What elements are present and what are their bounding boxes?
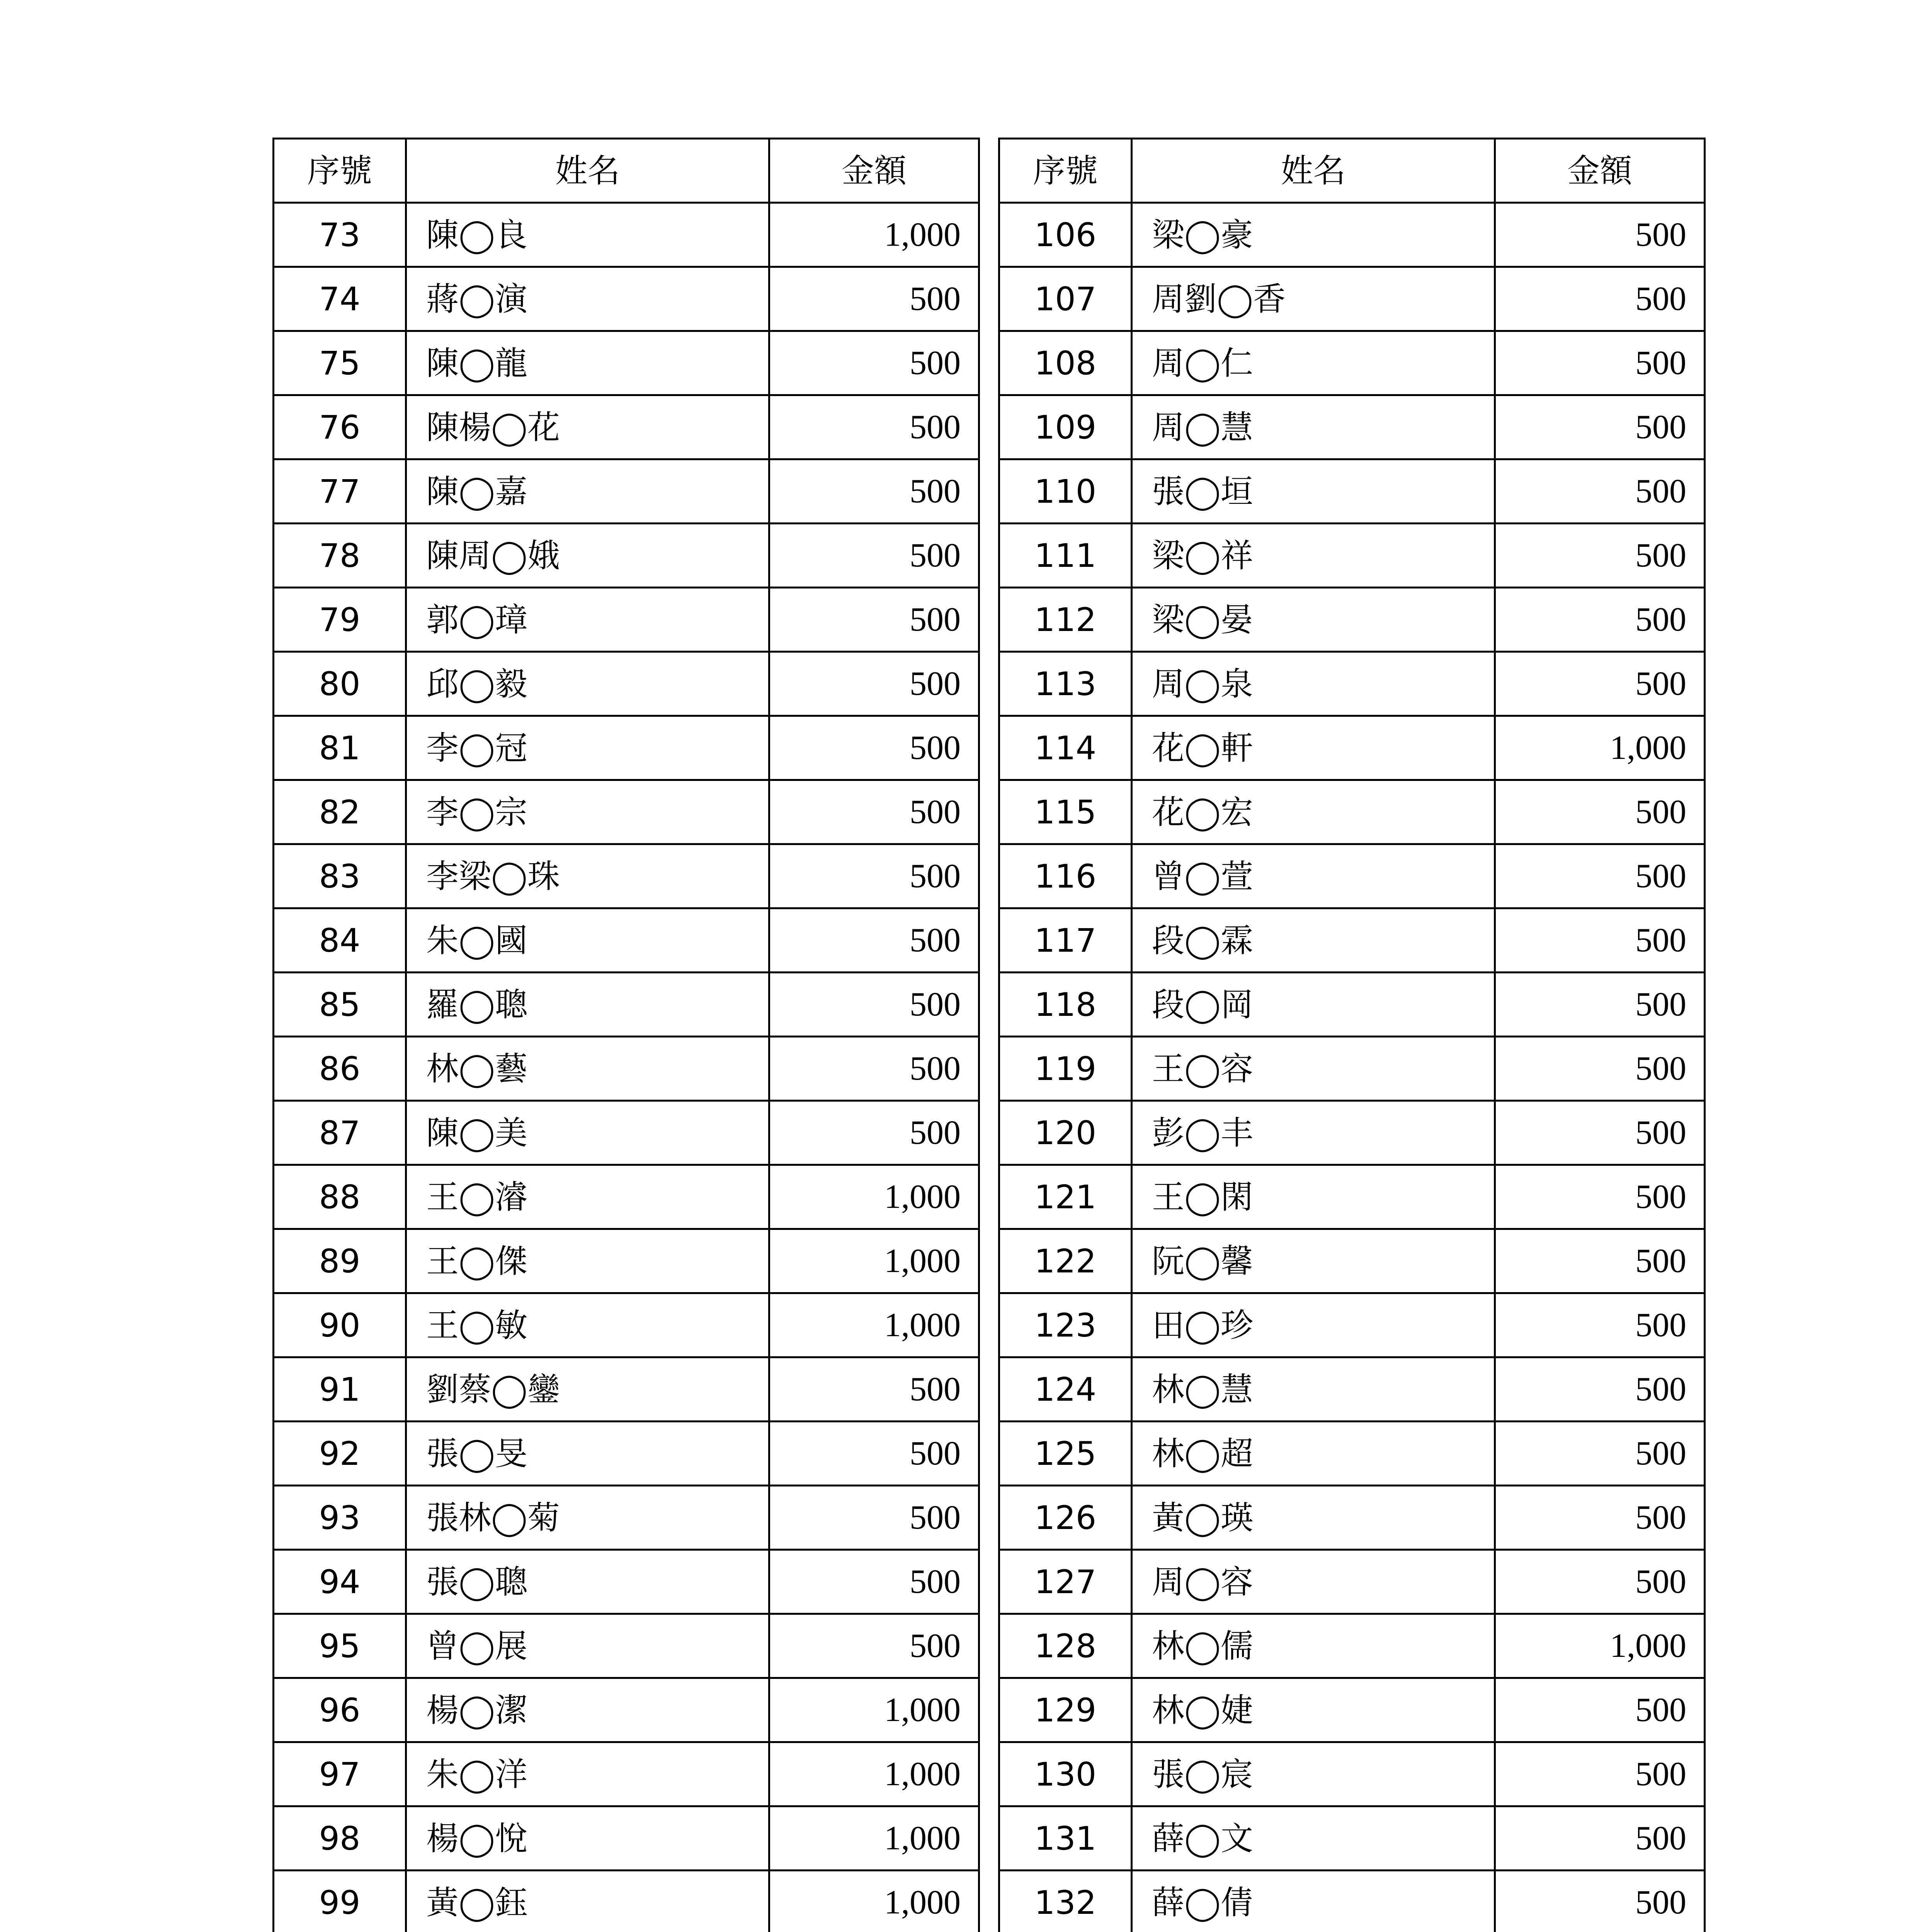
name-cell: 王◯容	[1132, 1037, 1495, 1101]
amount-cell: 500	[769, 1486, 979, 1550]
table-row	[999, 1101, 1705, 1165]
name-cell: 梁◯祥	[1132, 524, 1495, 588]
serial-number-cell: 86	[274, 1037, 406, 1101]
amount-cell: 500	[769, 844, 979, 908]
table-row	[274, 652, 979, 716]
name-cell: 林◯婕	[1132, 1678, 1495, 1742]
table-row	[274, 780, 979, 844]
serial-number-cell: 112	[999, 588, 1132, 652]
name-cell: 阮◯馨	[1132, 1229, 1495, 1293]
serial-number-cell: 122	[999, 1229, 1132, 1293]
table-row	[274, 1742, 979, 1806]
amount-cell: 500	[769, 780, 979, 844]
amount-cell: 500	[1495, 203, 1705, 267]
name-cell: 曾◯萱	[1132, 844, 1495, 908]
name-cell: 張◯宸	[1132, 1742, 1495, 1806]
amount-cell: 500	[1495, 524, 1705, 588]
serial-number-cell: 124	[999, 1357, 1132, 1422]
serial-number-cell: 98	[274, 1806, 406, 1871]
serial-number-cell: 132	[999, 1871, 1132, 1932]
name-cell: 梁◯晏	[1132, 588, 1495, 652]
serial-number-cell: 131	[999, 1806, 1132, 1871]
name-cell: 林◯超	[1132, 1422, 1495, 1486]
serial-number-cell: 74	[274, 267, 406, 331]
name-cell: 周◯仁	[1132, 331, 1495, 395]
serial-number-cell: 82	[274, 780, 406, 844]
table-row	[999, 331, 1705, 395]
header-amount: 金額	[769, 139, 979, 203]
amount-cell: 500	[769, 1357, 979, 1422]
serial-number-cell: 97	[274, 1742, 406, 1806]
name-cell: 梁◯豪	[1132, 203, 1495, 267]
name-cell: 王◯傑	[406, 1229, 769, 1293]
name-cell: 郭◯璋	[406, 588, 769, 652]
serial-number-cell: 106	[999, 203, 1132, 267]
name-cell: 陳◯嘉	[406, 459, 769, 524]
name-cell: 陳◯良	[406, 203, 769, 267]
serial-number-cell: 114	[999, 716, 1132, 780]
header-serial-number: 序號	[999, 139, 1132, 203]
amount-cell: 1,000	[769, 1742, 979, 1806]
serial-number-cell: 120	[999, 1101, 1132, 1165]
amount-cell: 500	[769, 1422, 979, 1486]
table-row	[999, 267, 1705, 331]
amount-cell: 500	[769, 459, 979, 524]
table-row	[274, 1293, 979, 1357]
name-cell: 段◯霖	[1132, 908, 1495, 973]
amount-cell: 500	[1495, 1422, 1705, 1486]
amount-cell: 500	[1495, 908, 1705, 973]
serial-number-cell: 126	[999, 1486, 1132, 1550]
amount-cell: 500	[769, 395, 979, 459]
table-row	[999, 1742, 1705, 1806]
name-cell: 花◯軒	[1132, 716, 1495, 780]
serial-number-cell: 77	[274, 459, 406, 524]
serial-number-cell: 116	[999, 844, 1132, 908]
serial-number-cell: 73	[274, 203, 406, 267]
table-row	[999, 1229, 1705, 1293]
name-cell: 黃◯瑛	[1132, 1486, 1495, 1550]
name-cell: 王◯敏	[406, 1293, 769, 1357]
table-row	[999, 203, 1705, 267]
table-row	[999, 1357, 1705, 1422]
amount-cell: 500	[1495, 1037, 1705, 1101]
amount-cell: 500	[1495, 652, 1705, 716]
table-row	[999, 1550, 1705, 1614]
table-row	[274, 1806, 979, 1871]
amount-cell: 1,000	[769, 1806, 979, 1871]
table-row	[274, 1357, 979, 1422]
name-cell: 田◯珍	[1132, 1293, 1495, 1357]
amount-cell: 500	[1495, 780, 1705, 844]
amount-cell: 500	[769, 1550, 979, 1614]
name-cell: 王◯閑	[1132, 1165, 1495, 1229]
table-row	[999, 1422, 1705, 1486]
amount-cell: 1,000	[1495, 1614, 1705, 1678]
table-row	[274, 1550, 979, 1614]
header-serial-number: 序號	[274, 139, 406, 203]
name-cell: 李◯宗	[406, 780, 769, 844]
serial-number-cell: 108	[999, 331, 1132, 395]
serial-number-cell: 129	[999, 1678, 1132, 1742]
serial-number-cell: 78	[274, 524, 406, 588]
serial-number-cell: 76	[274, 395, 406, 459]
serial-number-cell: 80	[274, 652, 406, 716]
amount-cell: 500	[1495, 1806, 1705, 1871]
table-row	[274, 1037, 979, 1101]
serial-number-cell: 111	[999, 524, 1132, 588]
table-row	[999, 1614, 1705, 1678]
serial-number-cell: 95	[274, 1614, 406, 1678]
amount-cell: 500	[769, 331, 979, 395]
name-cell: 周◯容	[1132, 1550, 1495, 1614]
serial-number-cell: 92	[274, 1422, 406, 1486]
amount-cell: 500	[1495, 1357, 1705, 1422]
amount-cell: 1,000	[769, 1229, 979, 1293]
table-row	[999, 459, 1705, 524]
name-cell: 林◯慧	[1132, 1357, 1495, 1422]
amount-cell: 500	[1495, 1871, 1705, 1932]
table-row	[999, 1678, 1705, 1742]
serial-number-cell: 118	[999, 973, 1132, 1037]
name-cell: 羅◯聰	[406, 973, 769, 1037]
serial-number-cell: 127	[999, 1550, 1132, 1614]
table-row	[274, 395, 979, 459]
table-row	[999, 524, 1705, 588]
table-row	[999, 1293, 1705, 1357]
name-cell: 朱◯洋	[406, 1742, 769, 1806]
table-row	[274, 716, 979, 780]
serial-number-cell: 88	[274, 1165, 406, 1229]
amount-cell: 500	[1495, 1678, 1705, 1742]
amount-cell: 500	[1495, 395, 1705, 459]
name-cell: 花◯宏	[1132, 780, 1495, 844]
name-cell: 陳楊◯花	[406, 395, 769, 459]
name-cell: 周劉◯香	[1132, 267, 1495, 331]
amount-cell: 1,000	[769, 203, 979, 267]
serial-number-cell: 91	[274, 1357, 406, 1422]
serial-number-cell: 83	[274, 844, 406, 908]
table-row	[274, 1165, 979, 1229]
table-row	[999, 973, 1705, 1037]
name-cell: 楊◯潔	[406, 1678, 769, 1742]
name-cell: 彭◯丰	[1132, 1101, 1495, 1165]
table-body	[999, 203, 1705, 1932]
table-row	[274, 524, 979, 588]
table-row	[274, 1678, 979, 1742]
name-cell: 劉蔡◯鑾	[406, 1357, 769, 1422]
donation-table-left	[272, 138, 980, 1932]
serial-number-cell: 90	[274, 1293, 406, 1357]
serial-number-cell: 81	[274, 716, 406, 780]
table-row	[999, 844, 1705, 908]
table-row	[274, 588, 979, 652]
name-cell: 李梁◯珠	[406, 844, 769, 908]
serial-number-cell: 85	[274, 973, 406, 1037]
donation-table-right	[998, 138, 1706, 1932]
name-cell: 林◯儒	[1132, 1614, 1495, 1678]
table-row	[999, 1165, 1705, 1229]
amount-cell: 1,000	[769, 1871, 979, 1932]
amount-cell: 500	[1495, 844, 1705, 908]
amount-cell: 500	[769, 1101, 979, 1165]
table-row	[274, 973, 979, 1037]
name-cell: 張林◯菊	[406, 1486, 769, 1550]
serial-number-cell: 89	[274, 1229, 406, 1293]
serial-number-cell: 87	[274, 1101, 406, 1165]
amount-cell: 500	[1495, 459, 1705, 524]
serial-number-cell: 99	[274, 1871, 406, 1932]
table-row	[274, 203, 979, 267]
amount-cell: 500	[1495, 1101, 1705, 1165]
serial-number-cell: 94	[274, 1550, 406, 1614]
amount-cell: 500	[1495, 1165, 1705, 1229]
amount-cell: 500	[769, 1037, 979, 1101]
serial-number-cell: 130	[999, 1742, 1132, 1806]
name-cell: 蔣◯演	[406, 267, 769, 331]
serial-number-cell: 123	[999, 1293, 1132, 1357]
amount-cell: 500	[769, 652, 979, 716]
name-cell: 王◯濬	[406, 1165, 769, 1229]
table-row	[274, 1422, 979, 1486]
serial-number-cell: 117	[999, 908, 1132, 973]
table-row	[999, 652, 1705, 716]
amount-cell: 1,000	[769, 1678, 979, 1742]
serial-number-cell: 96	[274, 1678, 406, 1742]
amount-cell: 500	[769, 524, 979, 588]
serial-number-cell: 84	[274, 908, 406, 973]
amount-cell: 500	[769, 588, 979, 652]
table-row	[274, 331, 979, 395]
header-name: 姓名	[406, 139, 769, 203]
name-cell: 張◯旻	[406, 1422, 769, 1486]
name-cell: 段◯岡	[1132, 973, 1495, 1037]
table-row	[274, 844, 979, 908]
name-cell: 李◯冠	[406, 716, 769, 780]
name-cell: 張◯垣	[1132, 459, 1495, 524]
serial-number-cell: 107	[999, 267, 1132, 331]
amount-cell: 500	[1495, 1293, 1705, 1357]
table-body	[274, 203, 979, 1932]
table-row	[274, 908, 979, 973]
table-row	[274, 1486, 979, 1550]
serial-number-cell: 93	[274, 1486, 406, 1550]
name-cell: 薛◯倩	[1132, 1871, 1495, 1932]
amount-cell: 500	[1495, 588, 1705, 652]
amount-cell: 500	[1495, 1229, 1705, 1293]
serial-number-cell: 110	[999, 459, 1132, 524]
amount-cell: 500	[769, 973, 979, 1037]
name-cell: 楊◯悅	[406, 1806, 769, 1871]
amount-cell: 1,000	[1495, 716, 1705, 780]
serial-number-cell: 128	[999, 1614, 1132, 1678]
table-row	[999, 780, 1705, 844]
amount-cell: 500	[769, 908, 979, 973]
name-cell: 林◯藝	[406, 1037, 769, 1101]
amount-cell: 500	[1495, 973, 1705, 1037]
table-row	[999, 716, 1705, 780]
table-row	[999, 1486, 1705, 1550]
amount-cell: 500	[1495, 1550, 1705, 1614]
name-cell: 周◯慧	[1132, 395, 1495, 459]
table-row	[274, 459, 979, 524]
table-row	[999, 588, 1705, 652]
name-cell: 陳◯龍	[406, 331, 769, 395]
name-cell: 曾◯展	[406, 1614, 769, 1678]
name-cell: 周◯泉	[1132, 652, 1495, 716]
table-row	[274, 1871, 979, 1932]
amount-cell: 500	[769, 1614, 979, 1678]
serial-number-cell: 109	[999, 395, 1132, 459]
amount-cell: 1,000	[769, 1165, 979, 1229]
table-row	[999, 1806, 1705, 1871]
table-header-row	[274, 139, 979, 203]
serial-number-cell: 115	[999, 780, 1132, 844]
amount-cell: 500	[1495, 1742, 1705, 1806]
name-cell: 陳◯美	[406, 1101, 769, 1165]
table-row	[999, 1037, 1705, 1101]
name-cell: 薛◯文	[1132, 1806, 1495, 1871]
name-cell: 邱◯毅	[406, 652, 769, 716]
serial-number-cell: 121	[999, 1165, 1132, 1229]
serial-number-cell: 125	[999, 1422, 1132, 1486]
amount-cell: 500	[769, 267, 979, 331]
serial-number-cell: 79	[274, 588, 406, 652]
name-cell: 朱◯國	[406, 908, 769, 973]
amount-cell: 500	[769, 716, 979, 780]
table-row	[274, 1614, 979, 1678]
name-cell: 陳周◯娥	[406, 524, 769, 588]
name-cell: 張◯聰	[406, 1550, 769, 1614]
serial-number-cell: 113	[999, 652, 1132, 716]
table-row	[999, 908, 1705, 973]
table-row	[274, 1229, 979, 1293]
table-header-row	[999, 139, 1705, 203]
amount-cell: 500	[1495, 331, 1705, 395]
header-name: 姓名	[1132, 139, 1495, 203]
table-row	[274, 1101, 979, 1165]
amount-cell: 500	[1495, 267, 1705, 331]
table-row	[274, 267, 979, 331]
header-amount: 金額	[1495, 139, 1705, 203]
table-row	[999, 1871, 1705, 1932]
name-cell: 黃◯鈺	[406, 1871, 769, 1932]
serial-number-cell: 119	[999, 1037, 1132, 1101]
table-row	[999, 395, 1705, 459]
amount-cell: 1,000	[769, 1293, 979, 1357]
serial-number-cell: 75	[274, 331, 406, 395]
amount-cell: 500	[1495, 1486, 1705, 1550]
